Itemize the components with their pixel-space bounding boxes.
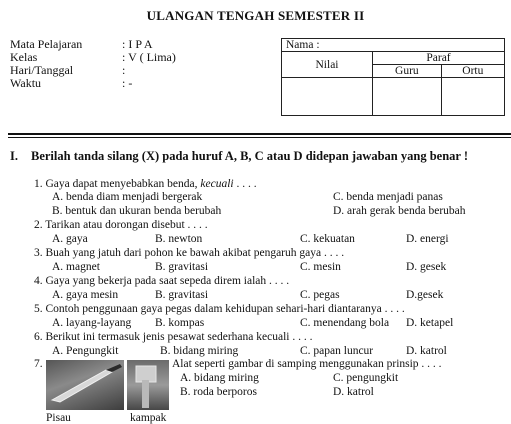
option-7c[interactable]: C. pengungkit — [333, 372, 399, 384]
teacher-signature-cell[interactable] — [373, 78, 442, 116]
meta-label-time: Waktu — [10, 76, 42, 90]
caption-axe: kampak — [130, 412, 167, 424]
option-6d[interactable]: D. katrol — [406, 345, 447, 357]
question-3: 3. Buah yang jatuh dari pohon ke bawah akibat pengaruh gaya . . . . — [34, 247, 345, 259]
axe-icon — [127, 360, 169, 410]
instruction — [10, 149, 468, 164]
question-5: 5. Contoh penggunaan gaya pegas dalam kehidupan sehari-hari diantaranya . . . . — [34, 303, 405, 315]
question-6: 6. Berikut ini termasuk jenis pesawat sederhana kecuali . . . . — [34, 331, 313, 343]
question-text: 1. Gaya dapat menyebabkan benda, — [34, 178, 201, 190]
divider-thick — [8, 133, 511, 135]
question-7-number: 7. — [34, 358, 43, 370]
divider-thin — [8, 137, 511, 138]
meta-label-date: Hari/Tanggal — [10, 63, 74, 77]
question-2: 2. Tarikan atau dorongan disebut . . . . — [34, 219, 208, 231]
option-1c[interactable]: C. benda menjadi panas — [333, 191, 443, 203]
instruction-number: I. — [10, 149, 18, 163]
option-5b[interactable]: B. kompas — [155, 317, 205, 329]
knife-image — [46, 360, 124, 410]
option-1b[interactable]: B. bentuk dan ukuran benda berubah — [52, 205, 222, 217]
question-tail: . . . . — [233, 178, 257, 190]
option-4c[interactable]: C. pegas — [300, 289, 340, 301]
parent-header: Ortu — [441, 65, 504, 78]
score-header: Nilai — [282, 52, 373, 78]
option-5a[interactable]: A. layang-layang — [52, 317, 132, 329]
question-1 — [34, 178, 257, 190]
meta-value-date: : — [122, 63, 126, 77]
option-7a[interactable]: A. bidang miring — [180, 372, 259, 384]
option-7b[interactable]: B. roda berporos — [180, 386, 257, 398]
question-4: 4. Gaya yang bekerja pada saat sepeda direm ialah . . . . — [34, 275, 290, 287]
parent-signature-cell[interactable] — [441, 78, 504, 116]
teacher-header: Guru — [373, 65, 442, 78]
option-6c[interactable]: C. papan luncur — [300, 345, 374, 357]
meta-value-time: : - — [122, 76, 133, 90]
option-7d[interactable]: D. katrol — [333, 386, 374, 398]
option-6b[interactable]: B. bidang miring — [160, 345, 239, 357]
caption-knife: Pisau — [46, 412, 71, 424]
option-5c[interactable]: C. menendang bola — [300, 317, 390, 329]
axe-image — [127, 360, 169, 410]
name-field[interactable]: Nama : — [282, 39, 505, 52]
option-4d[interactable]: D.gesek — [406, 289, 444, 301]
option-3a[interactable]: A. magnet — [52, 261, 100, 273]
option-3b[interactable]: B. gravitasi — [155, 261, 209, 273]
meta-label-class: Kelas — [10, 50, 38, 64]
option-5d[interactable]: D. ketapel — [406, 317, 454, 329]
score-cell[interactable] — [282, 78, 373, 116]
meta-label-subject: Mata Pelajaran — [10, 37, 83, 51]
option-1d[interactable]: D. arah gerak benda berubah — [333, 205, 466, 217]
grade-box — [281, 38, 505, 116]
exam-title: ULANGAN TENGAH SEMESTER II — [146, 8, 365, 23]
option-4b[interactable]: B. gravitasi — [155, 289, 209, 301]
option-2c[interactable]: C. kekuatan — [300, 233, 355, 245]
question-emphasis: kecuali — [200, 178, 234, 190]
option-1a[interactable]: A. benda diam menjadi bergerak — [52, 191, 203, 203]
option-6a[interactable]: A. Pengungkit — [52, 345, 119, 357]
option-3d[interactable]: D. gesek — [406, 261, 447, 273]
instruction-text: Berilah tanda silang (X) pada huruf A, B, C atau D didepan jawaban yang benar ! — [31, 149, 469, 163]
meta-value-class: : V ( Lima) — [122, 50, 176, 64]
option-3c[interactable]: C. mesin — [300, 261, 341, 273]
question-7-text: Alat seperti gambar di samping menggunakan prinsip . . . . — [172, 358, 442, 370]
option-2b[interactable]: B. newton — [155, 233, 203, 245]
option-2a[interactable]: A. gaya — [52, 233, 88, 245]
signature-header: Paraf — [373, 52, 505, 65]
meta-value-subject: : I P A — [122, 37, 153, 51]
knife-icon — [46, 360, 124, 410]
option-4a[interactable]: A. gaya mesin — [52, 289, 119, 301]
option-2d[interactable]: D. energi — [406, 233, 449, 245]
